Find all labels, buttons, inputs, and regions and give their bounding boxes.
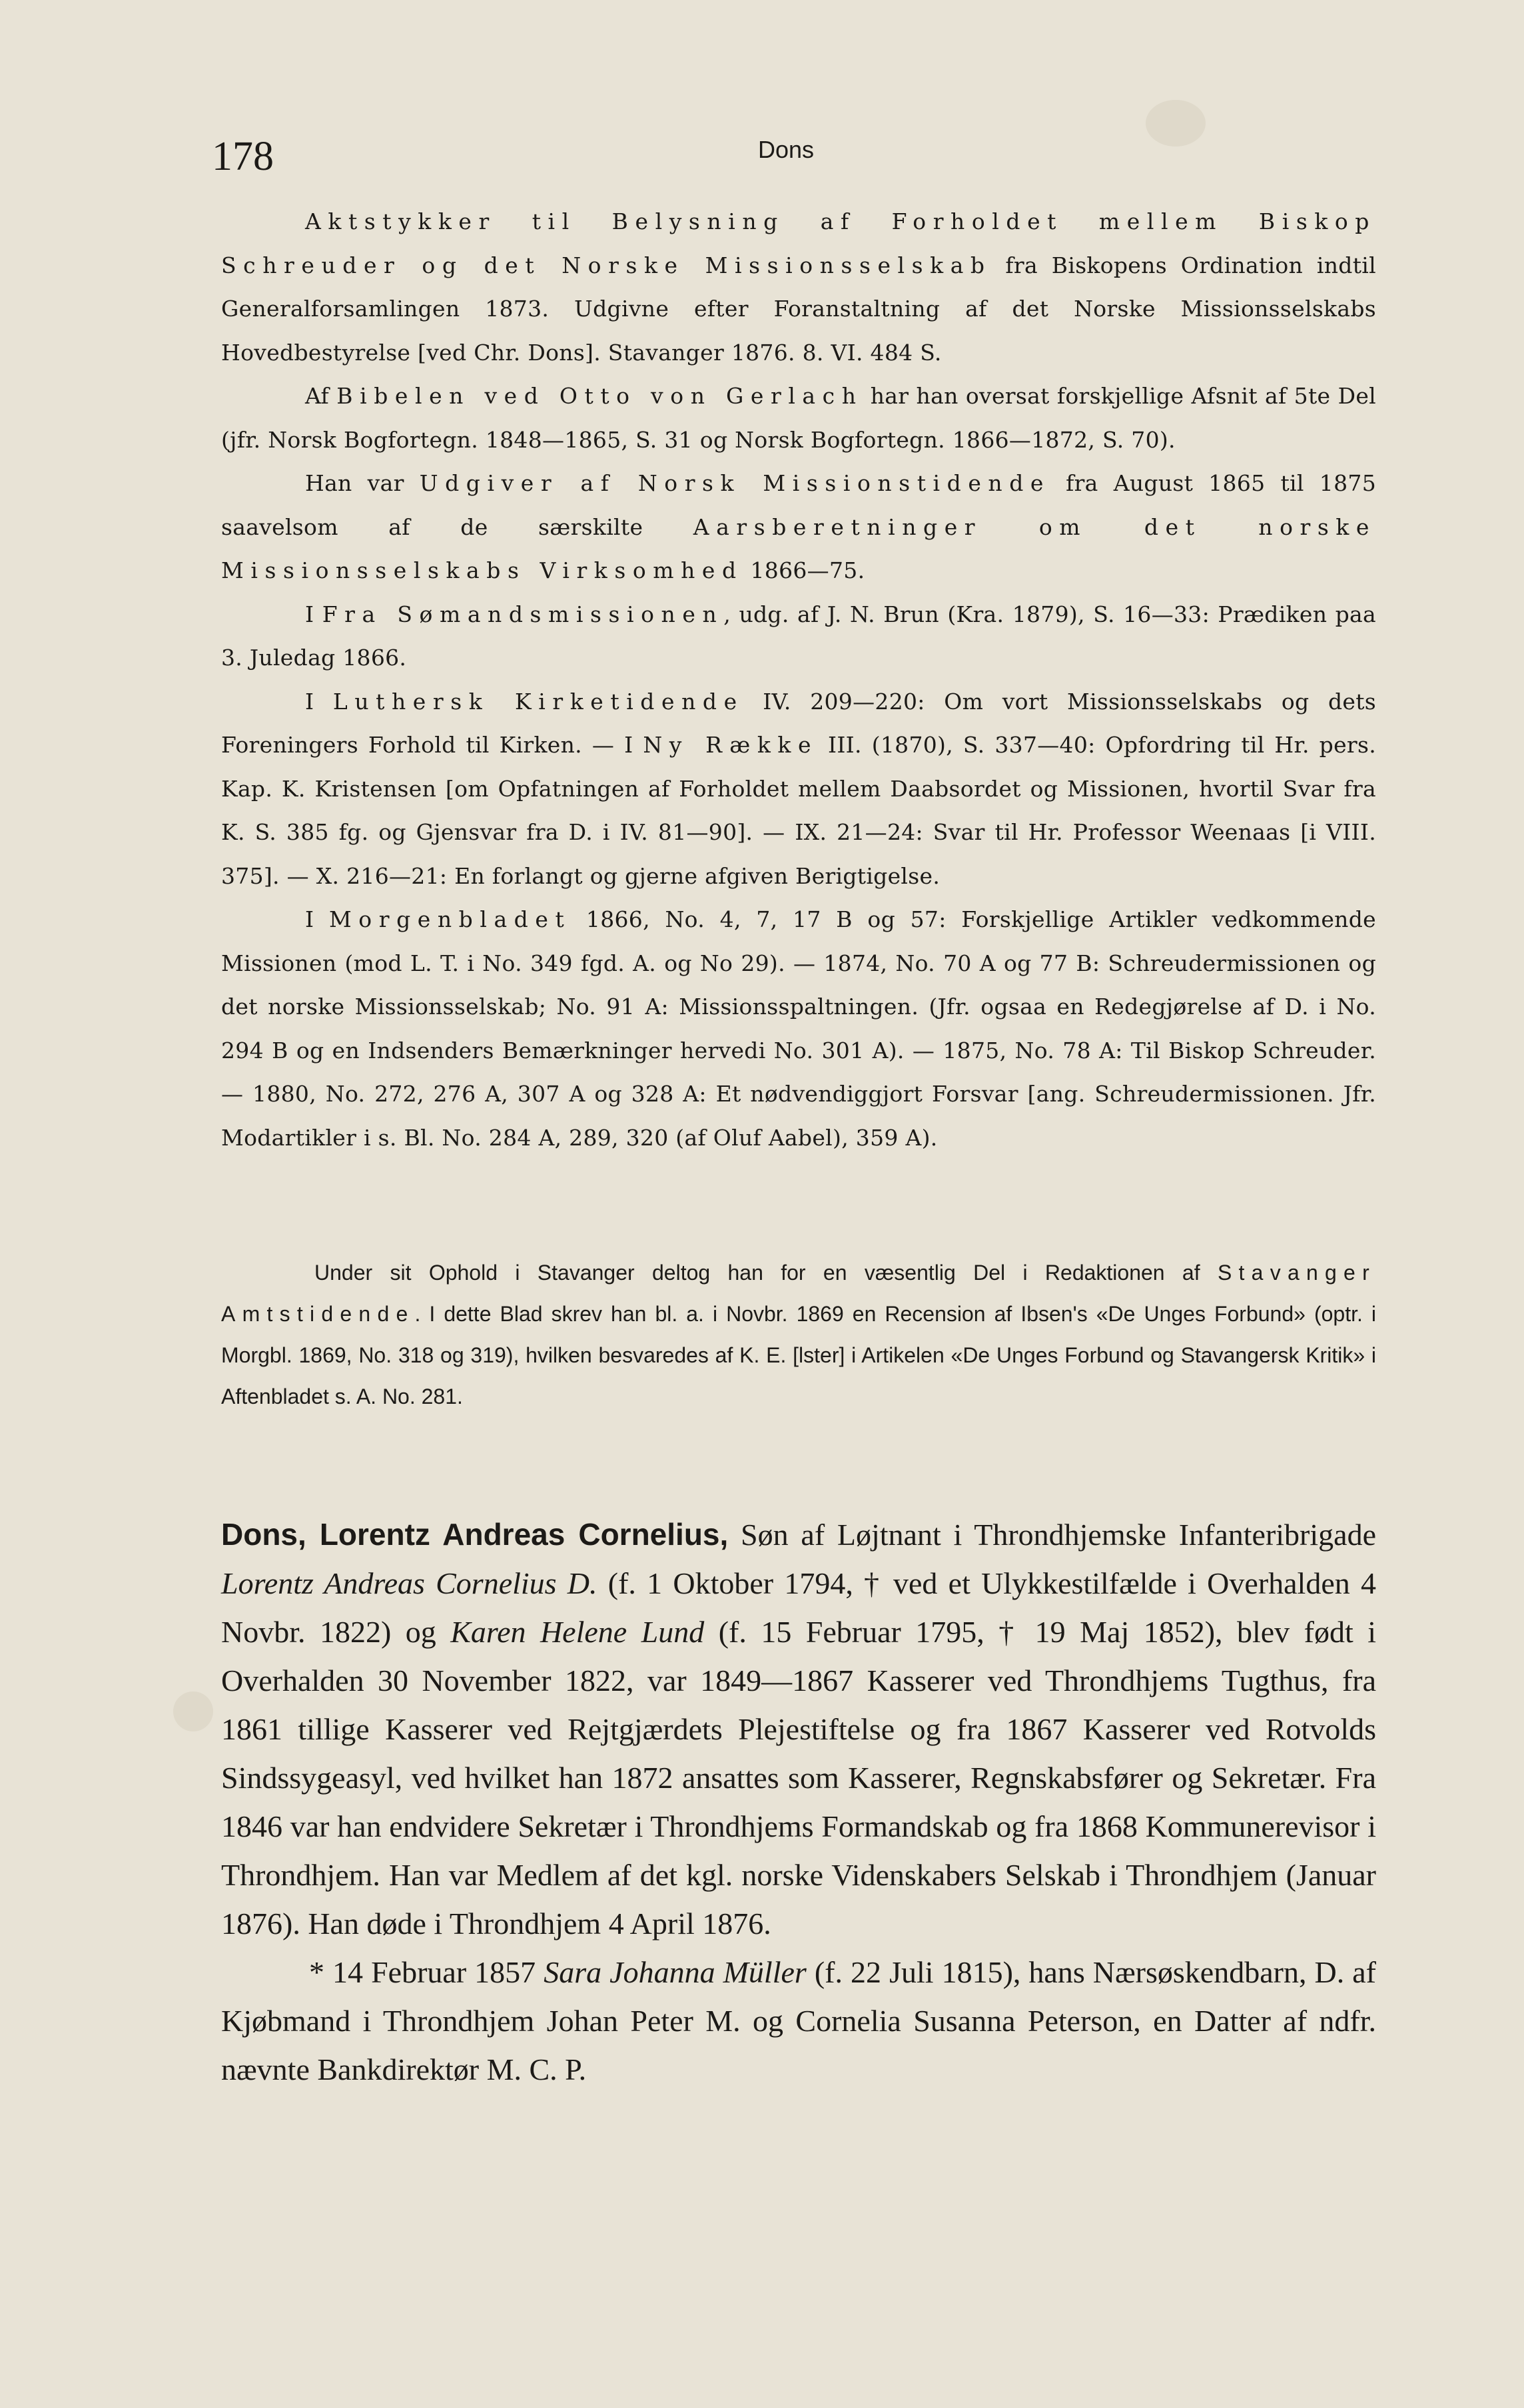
person-name: Karen Helene Lund — [450, 1615, 705, 1649]
work-title: Morgenbladet — [328, 906, 572, 932]
editorial-note — [221, 1252, 1376, 1417]
work-title: Bibelen ved Otto von Gerlach — [336, 383, 863, 409]
work-paragraph — [221, 461, 1376, 593]
work-paragraph — [221, 374, 1376, 461]
text-run: IV. 209—220: Om vort Missionsselskabs og dets Foreningers Forhold til Kirken. — I — [221, 688, 1376, 758]
work-title: Fra Sømandsmissionen — [322, 601, 724, 627]
entry-headword: Dons, Lorentz Andreas Cornelius, — [221, 1517, 729, 1552]
text-run: * 14 Februar 1857 — [309, 1955, 544, 1989]
paper-stain — [1146, 100, 1206, 147]
text-run: fra August 1865 til 1875 saavelsom af de særskilte — [221, 470, 1376, 540]
newspaper-title: Stavanger Amtstidende — [221, 1261, 1376, 1326]
person-name: Lorentz Andreas Cornelius D. — [221, 1566, 597, 1600]
work-paragraph — [221, 593, 1376, 680]
biography-entry — [221, 1510, 1376, 2094]
text-run: I — [305, 688, 333, 715]
note-paragraph — [221, 1252, 1376, 1417]
note-text: Under sit Ophold i Stavanger deltog han for en væsentlig Del i Redaktionen af — [314, 1261, 1218, 1285]
work-title: Aarsberetninger om det norske Missionsselskabs Virksomhed — [221, 513, 1376, 583]
work-paragraph — [221, 200, 1376, 374]
entry-paragraph — [221, 1510, 1376, 1948]
text-run: III. (1870), S. 337—40: Opfordring til Hr. pers. Kap. K. Kristensen [om Opfatningen af Forholdet mellem Daabsordet og Missionen, hvortil Svar fra K. S. 385 fg. og Gjensvar fra D. i IV. 81—90]. — IX. 21—24: Svar til Hr. Professor Weenaas [i VIII. 375]. — X. 216—21: En forlangt og gjerne afgiven Berigtigelse. — [221, 732, 1376, 889]
work-title: Udgiver af Norsk Missionstidende — [419, 470, 1051, 496]
work-paragraph — [221, 898, 1376, 1159]
text-run: 1866, No. 4, 7, 17 B og 57: Forskjellige Artikler vedkommende Missionen (mod L. T. i No. 349 fgd. A. og No 29). — 1874, No. 70 A og 77 B: Schreudermissionen og det norske Missionsselskab; No. 91 A: Missionsspaltningen. (Jfr. ogsaa en Redegjørelse af D. i No. 294 B og en Indsenders Bemærkninger hervedi No. 301 A). — 1875, No. 78 A: Til Biskop Schreuder. — 1880, No. 272, 276 A, 307 A og 328 A: Et nødvendiggjort Forsvar [ang. Schreudermissionen. Jfr. Modartikler i s. Bl. No. 284 A, 289, 320 (af Oluf Aabel), 359 A). — [221, 906, 1376, 1151]
marriage-paragraph — [221, 1948, 1376, 2094]
text-run: fra Biskopens Ordination indtil Generalforsamlingen 1873. Udgivne efter Foranstaltning af det Norske Missionsselskabs Hovedbestyrelse [ved Chr. Dons]. Stavanger 1876. 8. VI. 484 S. — [221, 252, 1376, 366]
text-run: har han oversat forskjellige Afsnit af 5te Del (jfr. Norsk Bogfortegn. 1848—1865, S. 31 og Norsk Bogfortegn. 1866—1872, S. 70). — [221, 383, 1377, 453]
work-paragraph — [221, 680, 1376, 898]
note-text: . I dette Blad skrev han bl. a. i Novbr. 1869 en Recension af Ibsen's «De Unges Forbund» (optr. i Morgbl. 1869, No. 318 og 319), hvilken besvaredes af K. E. [lster] i Artikelen «De Unges Forbund og Stavangersk Kritik» i Aftenbladet s. A. No. 281. — [221, 1302, 1376, 1408]
text-run: I — [305, 906, 329, 932]
running-title: Dons — [758, 136, 815, 163]
text-run: (f. 22 Juli 1815), hans Nærsøskendbarn, D. af Kjøbmand i Throndhjem Johan Peter M. og Cornelia Susanna Peterson, en Datter af ndfr. nævnte Bankdirektør M. C. P. — [221, 1955, 1376, 2086]
paper-stain — [173, 1691, 213, 1731]
text-run: Han var — [305, 470, 420, 496]
text-run: , udg. af J. N. Brun (Kra. 1879), S. 16—33: Prædiken paa 3. Juledag 1866. — [221, 601, 1376, 671]
page-number: 178 — [212, 134, 274, 179]
works-list — [221, 200, 1376, 1159]
text-run: I — [305, 601, 322, 627]
text-run: (f. 1 Oktober 1794, † ved et Ulykkestilfælde i Overhalden 4 Novbr. 1822) og — [221, 1566, 1376, 1649]
text-run: Søn af Løjtnant i Throndhjemske Infanteribrigade — [728, 1518, 1376, 1552]
text-run: (f. 15 Februar 1795, † 19 Maj 1852), blev født i Overhalden 30 November 1822, var 1849—1867 Kasserer ved Throndhjems Tugthus, fra 1861 tillige Kasserer ved Rejtgjærdets Plejestiftelse og fra 1867 Kasserer ved Rotvolds Sindssygeasyl, ved hvilket han 1872 ansattes som Kasserer, Regnskabsfører og Sekretær. Fra 1846 var han endvidere Sekretær i Throndhjems Formandskab og fra 1868 Kommunerevisor i Throndhjem. Han var Medlem af det kgl. norske Videnskabers Selskab i Throndhjem (Januar 1876). Han døde i Throndhjem 4 April 1876. — [221, 1615, 1376, 1941]
text-run: 1866—75. — [743, 557, 865, 583]
work-title: Aktstykker til Belysning af Forholdet mellem Biskop Schreuder og det Norske Missionsselskab — [221, 208, 1376, 278]
work-title: Luthersk Kirketidende — [332, 688, 744, 715]
person-name: Sara Johanna Müller — [544, 1955, 807, 1989]
text-run: Af — [305, 383, 337, 409]
work-title: Ny Række — [643, 732, 819, 758]
